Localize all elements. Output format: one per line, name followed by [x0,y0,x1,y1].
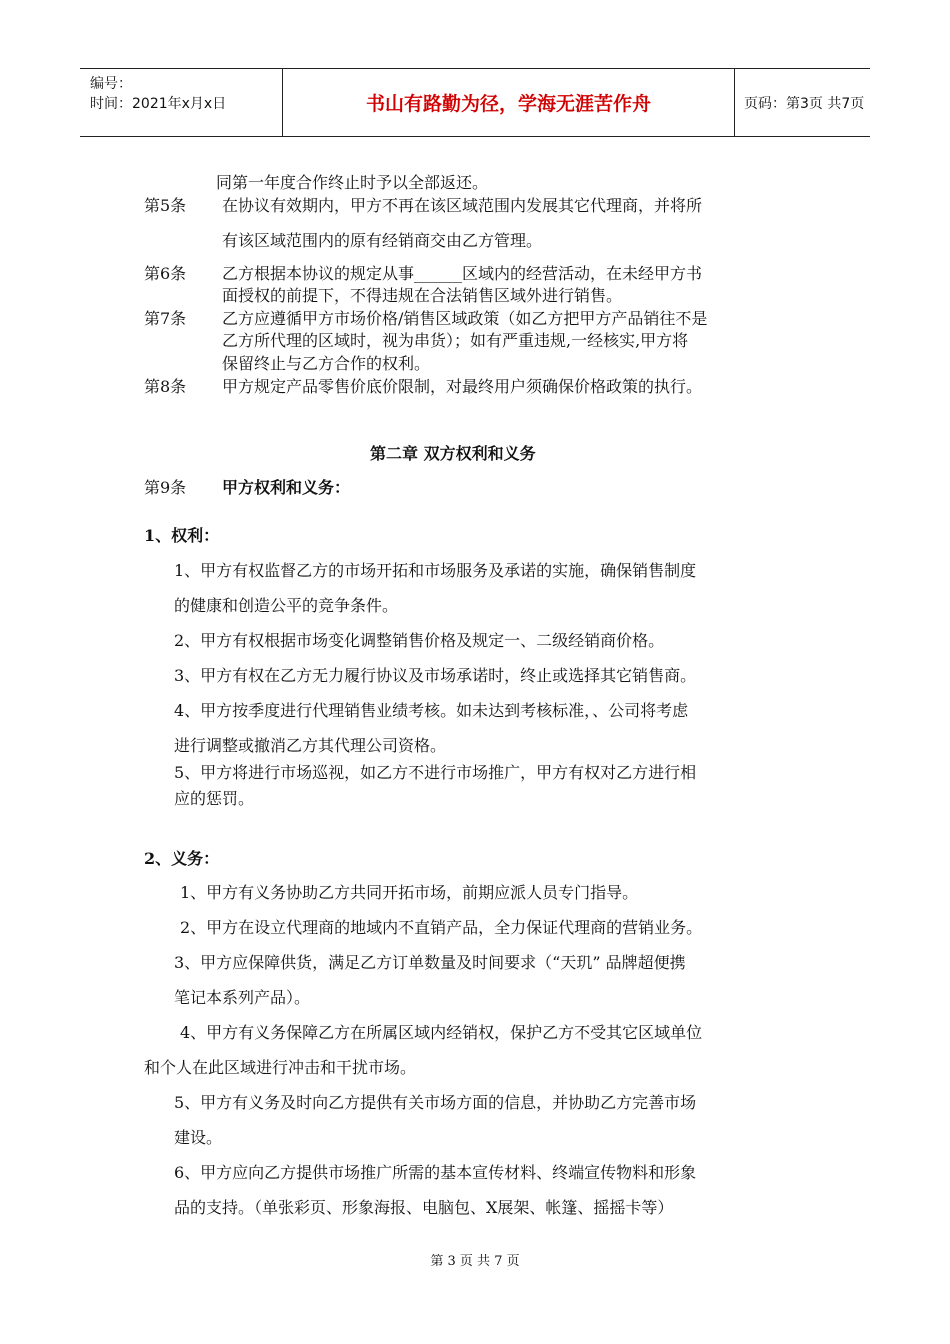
article-text-line: 甲方规定产品零售价底价限制，对最终用户须确保价格政策的执行。 [222,377,703,396]
duties-line: 品的支持。（单张彩页、形象海报、电脑包、X展架、帐篷、摇摇卡等） [174,1198,674,1217]
duties-line: 笔记本系列产品）。 [174,988,311,1007]
duties-line: 6、甲方应向乙方提供市场推广所需的基本宣传材料、终端宣传物料和形象 [174,1163,697,1182]
document-number-label: 编号： [90,76,132,92]
rights-line: 1、甲方有权监督乙方的市场开拓和市场服务及承诺的实施，确保销售制度 [174,561,697,580]
rights-heading: 1、权利： [144,526,220,545]
rights-line: 4、甲方按季度进行代理销售业绩考核。如未达到考核标准，、公司将考虑 [174,701,689,720]
article-number: 第5条 [144,196,187,215]
rights-line: 3、甲方有权在乙方无力履行协议及市场承诺时，终止或选择其它销售商。 [174,666,697,685]
duties-line: 和个人在此区域进行冲击和干扰市场。 [144,1058,417,1077]
rights-line: 5、甲方将进行市场巡视，如乙方不进行市场推广，甲方有权对乙方进行相 [174,763,697,782]
duties-heading: 2、义务： [144,849,220,868]
duties-line: 3、甲方应保障供货，满足乙方订单数量及时间要求（“天玑” 品牌超便携 [174,953,686,972]
header-motto: 书山有路勤为径，学海无涯苦作舟 [365,93,651,115]
article-text-line: 在协议有效期内，甲方不再在该区域范围内发展其它代理商，并将所 [222,196,703,215]
duties-line: 4、甲方有义务保障乙方在所属区域内经销权，保护乙方不受其它区域单位 [180,1023,703,1042]
chapter-title: 第二章 双方权利和义务 [370,444,536,463]
article-text-line: 乙方所代理的区域时，视为串货）；如有严重违规,一经核实,甲方将 [222,331,689,350]
article-text-line: 乙方根据本协议的规定从事______区域内的经营活动，在未经甲方书 [222,264,703,283]
article-number: 第6条 [144,264,187,283]
duties-line: 5、甲方有义务及时向乙方提供有关市场方面的信息，并协助乙方完善市场 [174,1093,697,1112]
article-text-line: 有该区域范围内的原有经销商交由乙方管理。 [222,231,543,250]
article-text-line: 乙方应遵循甲方市场价格/销售区域政策（如乙方把甲方产品销往不是 [222,309,708,328]
header-page-number: 页码：第3页 共7页 [744,95,865,112]
rights-line: 的健康和创造公平的竞争条件。 [174,596,399,615]
header-info-cell [80,69,283,136]
page-header [80,68,870,137]
duties-line: 1、甲方有义务协助乙方共同开拓市场，前期应派人员专门指导。 [180,883,639,902]
rights-line: 应的惩罚。 [174,789,255,808]
article-text-line: 保留终止与乙方合作的权利。 [222,354,431,373]
header-page-cell [735,69,870,136]
article-title: 甲方权利和义务： [222,478,351,497]
article-continuation: 同第一年度合作终止时予以全部返还。 [216,173,489,192]
document-time-label: 时间：2021年x月x日 [90,96,227,112]
article-text-line: 面授权的前提下，不得违规在合法销售区域外进行销售。 [222,286,623,305]
rights-line: 进行调整或撤消乙方其代理公司资格。 [174,736,447,755]
duties-line: 建设。 [174,1128,223,1147]
duties-line: 2、甲方在设立代理商的地域内不直销产品，全力保证代理商的营销业务。 [180,918,703,937]
rights-line: 2、甲方有权根据市场变化调整销售价格及规定一、二级经销商价格。 [174,631,665,650]
header-motto-cell [283,69,735,136]
page-footer: 第 3 页 共 7 页 [430,1254,520,1269]
article-number: 第7条 [144,309,187,328]
article-number: 第8条 [144,377,187,396]
article-number: 第9条 [144,478,187,497]
